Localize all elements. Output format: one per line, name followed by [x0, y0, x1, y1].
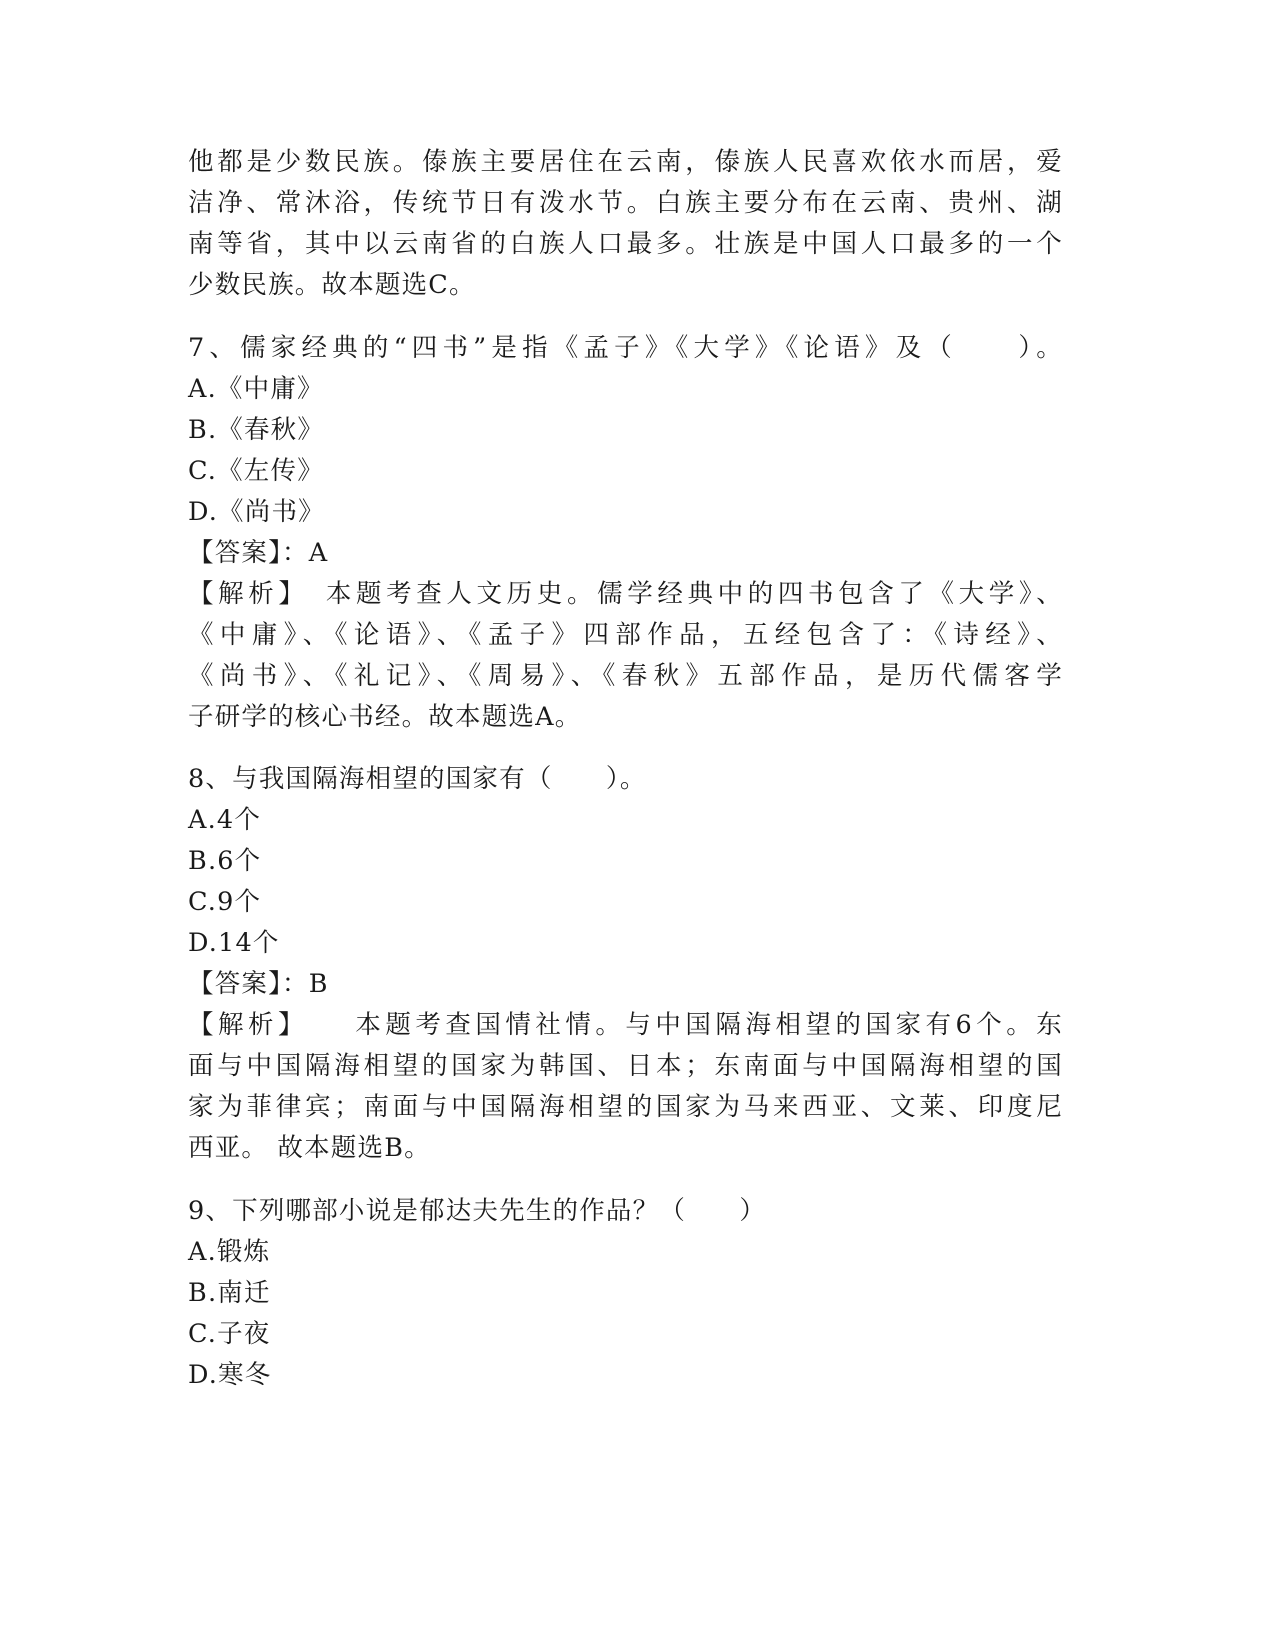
option-c: C.《左传》: [188, 456, 324, 486]
analysis-line: 西亚。 故本题选B。: [188, 1133, 431, 1163]
analysis-line: 家为菲律宾；南面与中国隔海相望的国家为马来西亚、文莱、印度尼: [188, 1092, 1063, 1122]
analysis-line: 【解析】 本题考查人文历史。儒学经典中的四书包含了《大学》、: [188, 579, 1063, 609]
option-a: A.锻炼: [188, 1237, 271, 1267]
analysis-line: 《中庸》、《论语》、《孟子》四部作品，五经包含了：《诗经》、: [188, 620, 1063, 650]
analysis-line: 子研学的核心书经。故本题选A。: [188, 702, 582, 732]
analysis-line: 【解析】 本题考查国情社情。与中国隔海相望的国家有6个。东: [188, 1010, 1063, 1040]
option-a: A.《中庸》: [188, 374, 324, 404]
paragraph-line: 南等省，其中以云南省的白族人口最多。壮族是中国人口最多的一个: [188, 229, 1063, 259]
option-b: B.南迁: [188, 1278, 271, 1308]
paragraph-line: 他都是少数民族。傣族主要居住在云南，傣族人民喜欢依水而居，爱: [188, 147, 1063, 177]
option-c: C.子夜: [188, 1319, 271, 1349]
option-d: D.寒冬: [188, 1360, 272, 1390]
question-stem: 7、儒家经典的“四书”是指《孟子》《大学》《论语》及（ ）。: [188, 333, 1063, 363]
question-stem: 8、与我国隔海相望的国家有（ ）。: [188, 764, 647, 794]
paragraph-line: 洁净、常沐浴，传统节日有泼水节。白族主要分布在云南、贵州、湖: [188, 188, 1063, 218]
question-stem: 9、下列哪部小说是郁达夫先生的作品？（ ）: [188, 1196, 767, 1226]
analysis-line: 《尚书》、《礼记》、《周易》、《春秋》五部作品，是历代儒客学: [188, 661, 1063, 691]
paragraph-line: 少数民族。故本题选C。: [188, 270, 476, 300]
option-d: D.14个: [188, 928, 280, 958]
option-b: B.6个: [188, 846, 262, 876]
option-a: A.4个: [188, 805, 262, 835]
option-b: B.《春秋》: [188, 415, 325, 445]
analysis-line: 面与中国隔海相望的国家为韩国、日本；东南面与中国隔海相望的国: [188, 1051, 1063, 1081]
option-c: C.9个: [188, 887, 262, 917]
answer-line: 【答案】：A: [188, 538, 329, 568]
answer-line: 【答案】：B: [188, 969, 329, 999]
option-d: D.《尚书》: [188, 497, 325, 527]
